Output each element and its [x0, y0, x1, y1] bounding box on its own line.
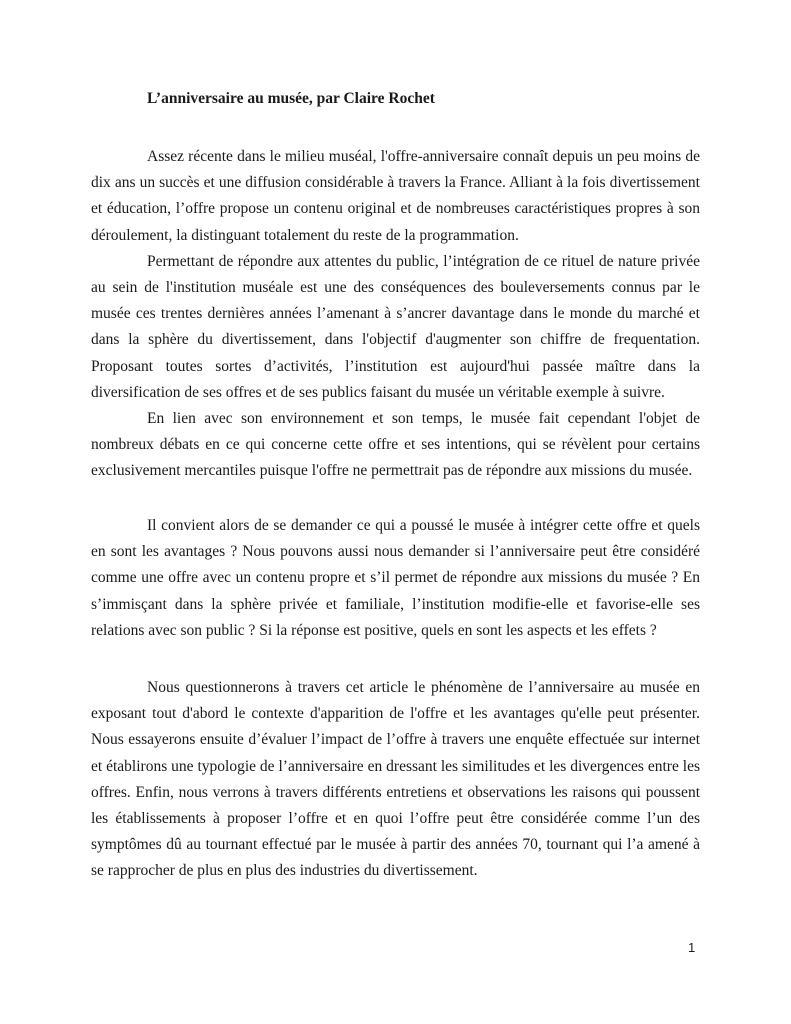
paragraph: Assez récente dans le milieu muséal, l'offre-anniversaire connaît depuis un peu moins de dix ans un succès et une diffusion considérable à travers la France. Alliant à la fois divertissement et éducation, l’offre propose un contenu original et de nombreuses caractéristiques propres à son déroulement, la distinguant totalement du reste de la programmation.	[91, 148, 700, 244]
paragraph: En lien avec son environnement et son temps, le musée fait cependant l'objet de nombreux débats en ce qui concerne cette offre et ses intentions, qui se révèlent pour certains exclusivement mercantiles puisque l'offre ne permettrait pas de répondre aux missions du musée.	[91, 410, 700, 480]
document-title: L’anniversaire au musée, par Claire Rochet	[147, 90, 435, 107]
intro-section	[91, 144, 700, 485]
outline-section	[91, 675, 700, 885]
paragraph: Il convient alors de se demander ce qui a poussé le musée à intégrer cette offre et quels en sont les avantages ? Nous pouvons aussi nous demander si l’anniversaire peut être considéré comme une offre avec un contenu propre et s’il permet de répondre aux missions du musée ? En s’immisçant dans la sphère privée et familiale, l’institution modifie-elle et favorise-elle ses relations avec son public ? Si la réponse est positive, quels en sont les aspects et les effets ?	[91, 517, 700, 639]
questions-section	[91, 513, 700, 644]
paragraph: Permettant de répondre aux attentes du public, l’intégration de ce rituel de nature privée au sein de l'institution muséale est une des conséquences des bouleversements connus par le musée ces trentes dernières années l’amenant à s’ancrer davantage dans le monde du marché et dans la sphère du divertissement, dans l'objectif d'augmenter son chiffre de frequentation. Proposant toutes sortes d’activités, l’institution est aujourd'hui passée maître dans la diversification de ses offres et de ses publics faisant du musée un véritable exemple à suivre.	[91, 252, 700, 401]
paragraph: Nous questionnerons à travers cet article le phénomène de l’anniversaire au musée en exposant tout d'abord le contexte d'apparition de l'offre et les avantages qu'elle peut présenter. Nous essayerons ensuite d’évaluer l’impact de l’offre à travers une enquête effectuée sur internet et établirons une typologie de l’anniversaire en dressant les similitudes et les divergences entre les offres. Enfin, nous verrons à travers différents entretiens et observations les raisons qui poussent les établissements à proposer l’offre et en quoi l’offre peut être considérée comme l’un des symptômes dû au tournant effectué par le musée à partir des années 70, tournant qui l’a amené à se rapprocher de plus en plus des industries du divertissement.	[91, 679, 700, 880]
page-number: 1	[688, 940, 696, 955]
